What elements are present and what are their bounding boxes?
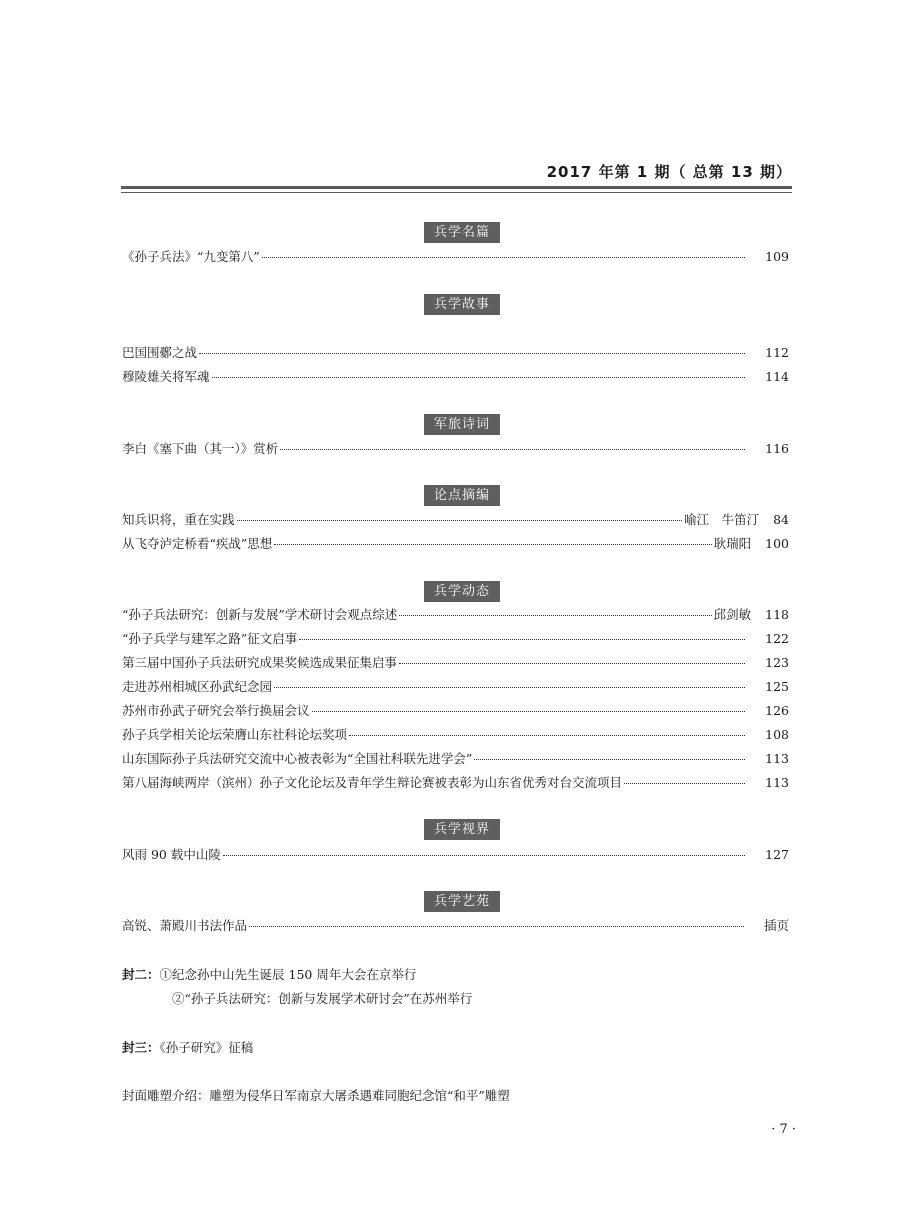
header-rule-thick [121,186,792,189]
toc-entry [122,629,789,649]
dot-leader [262,257,745,258]
toc-entry-title: 李白《塞下曲（其一）》赏析 [122,441,279,456]
toc-entry [122,773,789,793]
toc-entry-title: 第八届海峡两岸（滨州）孙子文化论坛及青年学生辩论赛被表彰为山东省优秀对台交流项目 [122,775,623,790]
toc-entry-title: 走进苏州相城区孙武纪念园 [122,679,273,694]
toc-entry [122,653,789,673]
toc-entry-title: 知兵识将，重在实践 [122,512,235,527]
dot-leader [274,544,711,545]
toc-entry-author: 喻江 牛笛汀 [684,512,760,527]
dot-leader [299,639,745,640]
dot-leader [474,759,745,760]
toc-entry-title: 穆陵雄关将军魂 [122,369,210,384]
dot-leader [199,353,745,354]
toc-entry-page: 125 [765,679,789,694]
section-header: 兵学视界 [424,819,500,840]
toc-entry [122,725,789,745]
toc-entry-title: 苏州市孙武子研究会举行换届会议 [122,703,310,718]
dot-leader [349,735,745,736]
toc-entry-page: 113 [765,751,789,766]
toc-entry-page: 112 [765,345,789,360]
toc-entry-page: 126 [765,703,789,718]
toc-entry-author: 耿瑞阳 [713,536,752,551]
dot-leader [212,377,746,378]
toc-entry-title: “孙子兵学与建军之路”征文启事 [122,631,298,646]
toc-entry-page: 113 [765,775,789,790]
toc-entry-page: 109 [765,249,789,264]
toc-entry-title: 巴国围鄾之战 [122,345,198,360]
toc-entry [122,916,789,936]
toc-entry [122,605,789,625]
toc-entry-author: 邱剑敏 [713,607,752,622]
toc-entry [122,367,789,387]
toc-entry [122,677,789,697]
dot-leader [312,711,746,712]
cover2-label: 封二： [122,967,160,982]
toc-entry-page: 插页 [763,918,789,933]
cover3-text: 《孙子研究》征稿 [159,1040,254,1055]
toc-entry-title: 孙子兵学相关论坛荣膺山东社科论坛奖项 [122,727,348,742]
toc-entry-page: 114 [765,369,789,384]
toc-entry-page: 108 [765,727,789,742]
issue-label: 2017 年第 1 期（ 总第 13 期） [546,163,792,181]
cover2-note-line2 [172,989,472,1007]
page-folio: · 7 · [771,1122,796,1137]
toc-entry [122,510,789,530]
cover2-line2: ②“孙子兵法研究：创新与发展学术研讨会”在苏州举行 [172,991,473,1006]
toc-entry-page: 127 [765,847,789,862]
toc-entry-title: 山东国际孙子兵法研究交流中心被表彰为“全国社科联先进学会” [122,751,473,766]
toc-entry-title: 从飞夺泸定桥看“疾战”思想 [122,536,273,551]
toc-entry-page: 84 [773,512,789,527]
toc-entry-page: 118 [765,607,789,622]
cover-intro-text: 雕塑为侵华日军南京大屠杀遇难同胞纪念馆“和平”雕塑 [209,1088,510,1103]
toc-entry [122,439,789,459]
toc-entry-page: 123 [765,655,789,670]
dot-leader [399,663,745,664]
dot-leader [399,615,711,616]
toc-entry [122,845,789,865]
toc-entry-title: 《孙子兵法》“九变第八” [122,249,260,264]
dot-leader [249,926,744,927]
toc-entry [122,701,789,721]
toc-entry [122,534,789,554]
section-header: 兵学动态 [424,581,500,602]
toc-entry-page: 122 [765,631,789,646]
cover2-line1: ①纪念孙中山先生诞辰 150 周年大会在京举行 [159,967,417,982]
header-rule-thin [121,192,792,193]
dot-leader [274,687,745,688]
toc-entry [122,749,789,769]
toc-entry-title: “孙子兵法研究：创新与发展”学术研讨会观点综述 [122,607,398,622]
toc-entry [122,247,789,267]
section-header: 军旅诗词 [424,414,500,435]
toc-entry [122,343,789,363]
cover-intro-label: 封面雕塑介绍： [122,1088,210,1103]
toc-entry-title: 第三届中国孙子兵法研究成果奖候选成果征集启事 [122,655,398,670]
section-header: 兵学名篇 [424,222,500,243]
section-header: 兵学故事 [424,294,500,315]
dot-leader [223,855,745,856]
toc-entry-title: 风雨 90 载中山陵 [122,847,221,862]
dot-leader [280,449,745,450]
cover3-label: 封三： [122,1040,160,1055]
toc-entry-page: 100 [765,536,789,551]
dot-leader [237,520,683,521]
cover3-note [122,1038,253,1056]
toc-entry-title: 高锐、萧殿川书法作品 [122,918,248,933]
cover-intro-note [122,1086,510,1104]
section-header: 兵学艺苑 [424,891,500,912]
cover2-note [122,965,416,983]
toc-entry-page: 116 [765,441,789,456]
section-header: 论点摘编 [424,485,500,506]
dot-leader [624,783,745,784]
